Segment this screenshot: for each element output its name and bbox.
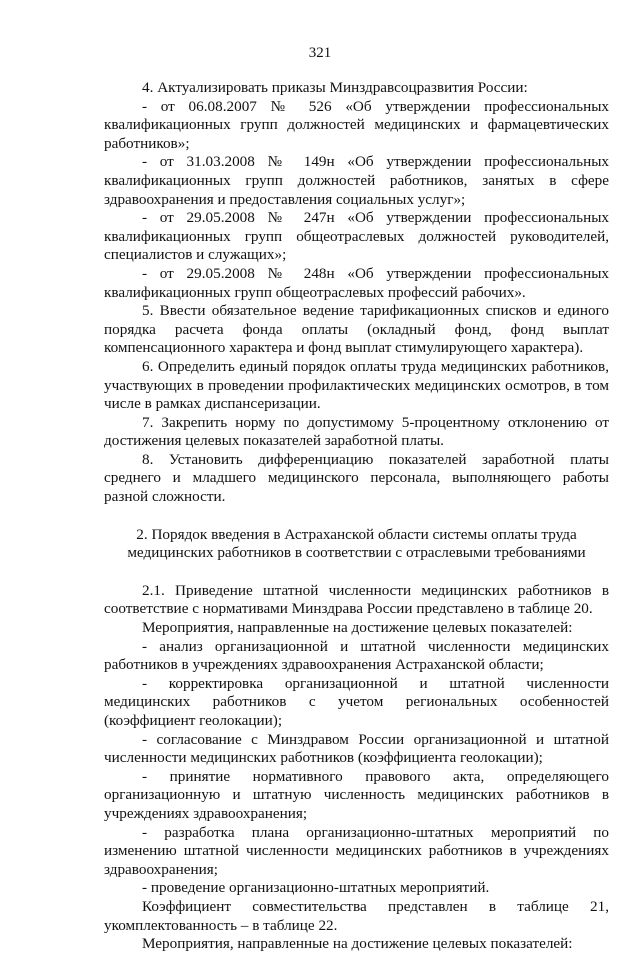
paragraph-measure-plan: - разработка плана организационно-штатных мероприятий по изменению штатной численности медицинских работников в учреждениях здравоохранения;: [104, 823, 609, 878]
paragraph-item-7: 7. Закрепить норму по допустимому 5-процентному отклонению от достижения целевых показателей заработной платы.: [104, 413, 609, 450]
paragraph-measures-heading: Мероприятия, направленные на достижение целевых показателей:: [142, 619, 573, 637]
document-body: [104, 79, 609, 954]
paragraph-measure-approval: - согласование с Минздравом России организационной и штатной численности медицинских работников (коэффициента геолокации);: [104, 730, 609, 767]
page-number: 321: [308, 45, 332, 61]
paragraph-order-247n: - от 29.05.2008 № 247н «Об утверждении профессиональных квалификационных групп общеотраслевых должностей руководителей, специалистов и служащих»;: [104, 209, 609, 264]
paragraph-coefficient: Коэффициент совместительства представлен в таблице 21, укомплектованность – в таблице 22.: [104, 897, 609, 934]
paragraph-measure-correction: - корректировка организационной и штатной численности медицинских работников с учетом региональных особенностей (коэффициент геолокации);: [104, 674, 609, 729]
section-title: 2. Порядок введения в Астраханской области системы оплаты труда медицинских работников в соответствии с отраслевыми требованиями: [127, 525, 586, 562]
paragraph-measures-heading-2: Мероприятия, направленные на достижение целевых показателей:: [142, 935, 573, 953]
paragraph-item-8: 8. Установить дифференциацию показателей заработной платы среднего и младшего медицинского персонала, выполняющего работы разной сложности.: [104, 450, 609, 506]
paragraph-item-5: 5. Ввести обязательное ведение тарификационных списков и единого порядка расчета фонда оплаты (окладный фонд, фонд выплат компенсационного характера и фонд выплат стимулирующего характера).: [104, 302, 609, 357]
paragraph-2-1: 2.1. Приведение штатной численности медицинских работников в соответствие с нормативами Минздрава России представлено в таблице 20.: [104, 581, 609, 618]
paragraph-order-526: - от 06.08.2007 № 526 «Об утверждении профессиональных квалификационных групп должностей медицинских и фармацевтических работников»;: [104, 97, 609, 152]
paragraph-measure-analysis: - анализ организационной и штатной численности медицинских работников в учреждениях здравоохранения Астраханской области;: [104, 637, 609, 674]
paragraph-order-248n: - от 29.05.2008 № 248н «Об утверждении профессиональных квалификационных групп общеотраслевых профессий рабочих».: [104, 264, 609, 301]
paragraph-item-6: 6. Определить единый порядок оплаты труда медицинских работников, участвующих в проведении профилактических медицинских осмотров, в том числе в рамках диспансеризации.: [104, 357, 609, 413]
paragraph-measure-legal-act: - принятие нормативного правового акта, определяющего организационную и штатную численность медицинских работников в учреждениях здравоохранения;: [104, 767, 609, 822]
paragraph-measure-execution: - проведение организационно-штатных мероприятий.: [142, 879, 490, 897]
paragraph-order-149n: - от 31.03.2008 № 149н «Об утверждении профессиональных квалификационных групп должностей работников, занятых в сфере здравоохранения и предоставления социальных услуг»;: [104, 153, 609, 208]
paragraph-item-4: 4. Актуализировать приказы Минздравсоцразвития России:: [142, 79, 528, 96]
